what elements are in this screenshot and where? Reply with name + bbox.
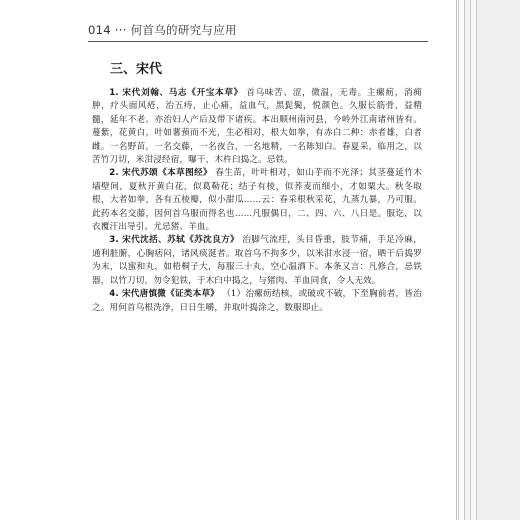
paragraph bbox=[92, 167, 422, 234]
entry-body: 春生苗，叶叶相对，如山芋而不光泽；其茎蔓延竹木墙壁间，夏秋开黄白花，似葛勒花；结子有棱，似荞麦而细小，才如粟大。秋冬取根，大者如拳，各有五棱瓣，似小甜瓜……云：春采根秋采花，九蒸九暴，乃可服。此药本名交藤，因何首乌服而得名也……凡服偶日，二、四、六、八日是。服讫，以衣覆汗出导引。尤忌猪、羊血。 bbox=[92, 168, 422, 233]
entry-body: 首乌味苦、涩，微温，无毒。主瘰疬，消痈肿，疗头面风疮，治五痔，止心痛，益血气，黑髭鬓，悦颜色。久服长筋骨，益精髓，延年不老。亦治妇人产后及带下诸疾。本出顺州南河县，今岭外江南诸州皆有。蔓紫，花黄白，叶如薯蓣而不光，生必相对，根大如拳，有赤白二种：赤者雄，白者雌。一名野苗，一名交藤，一名夜合，一名地精，一名陈知白。春夏采，临用之，以苦竹刀切，米泔浸经宿，曝干，木杵臼捣之。忌铁。 bbox=[92, 88, 422, 166]
running-header: 014 ··· 何首乌的研究与应用 bbox=[88, 23, 237, 37]
entry-heading: 1. 宋代刘翰、马志《开宝本草》 bbox=[109, 88, 243, 98]
entry-heading: 3. 宋代沈括、苏轼《苏沈良方》 bbox=[109, 235, 240, 246]
paragraph bbox=[92, 288, 422, 315]
header-rule bbox=[88, 41, 428, 42]
section-title: 三、宋代 bbox=[110, 62, 163, 77]
paragraph bbox=[92, 87, 422, 167]
paragraph bbox=[92, 234, 422, 288]
entry-body: 治脚气流疰，头目昏重，肢节痛，手足冷麻，通利脏腑，心胸痞闷，诸风痰涎者。取首乌不拘多少，以米泔水浸一宿，晒干后捣罗为末，以蜜和丸，如梧桐子大，每服三十丸，空心温酒下。本条又言：凡修合，忌铁器，以竹刀切，勿令犯铁，于木臼中捣之，与猪肉、羊血同食，令人无效。 bbox=[92, 235, 422, 286]
entry-body: （1）治瘰疬结核，或破或不破，下至胸前者，皆治之。用何首乌根洗净，日日生嚼，并取叶捣涂之，数服即止。 bbox=[92, 289, 422, 313]
entry-heading: 2. 宋代苏颂《本草图经》 bbox=[109, 168, 213, 179]
page-content bbox=[92, 58, 422, 315]
page-edge bbox=[476, 0, 520, 520]
entry-heading: 4. 宋代唐慎微《证类本草》 bbox=[109, 289, 220, 300]
